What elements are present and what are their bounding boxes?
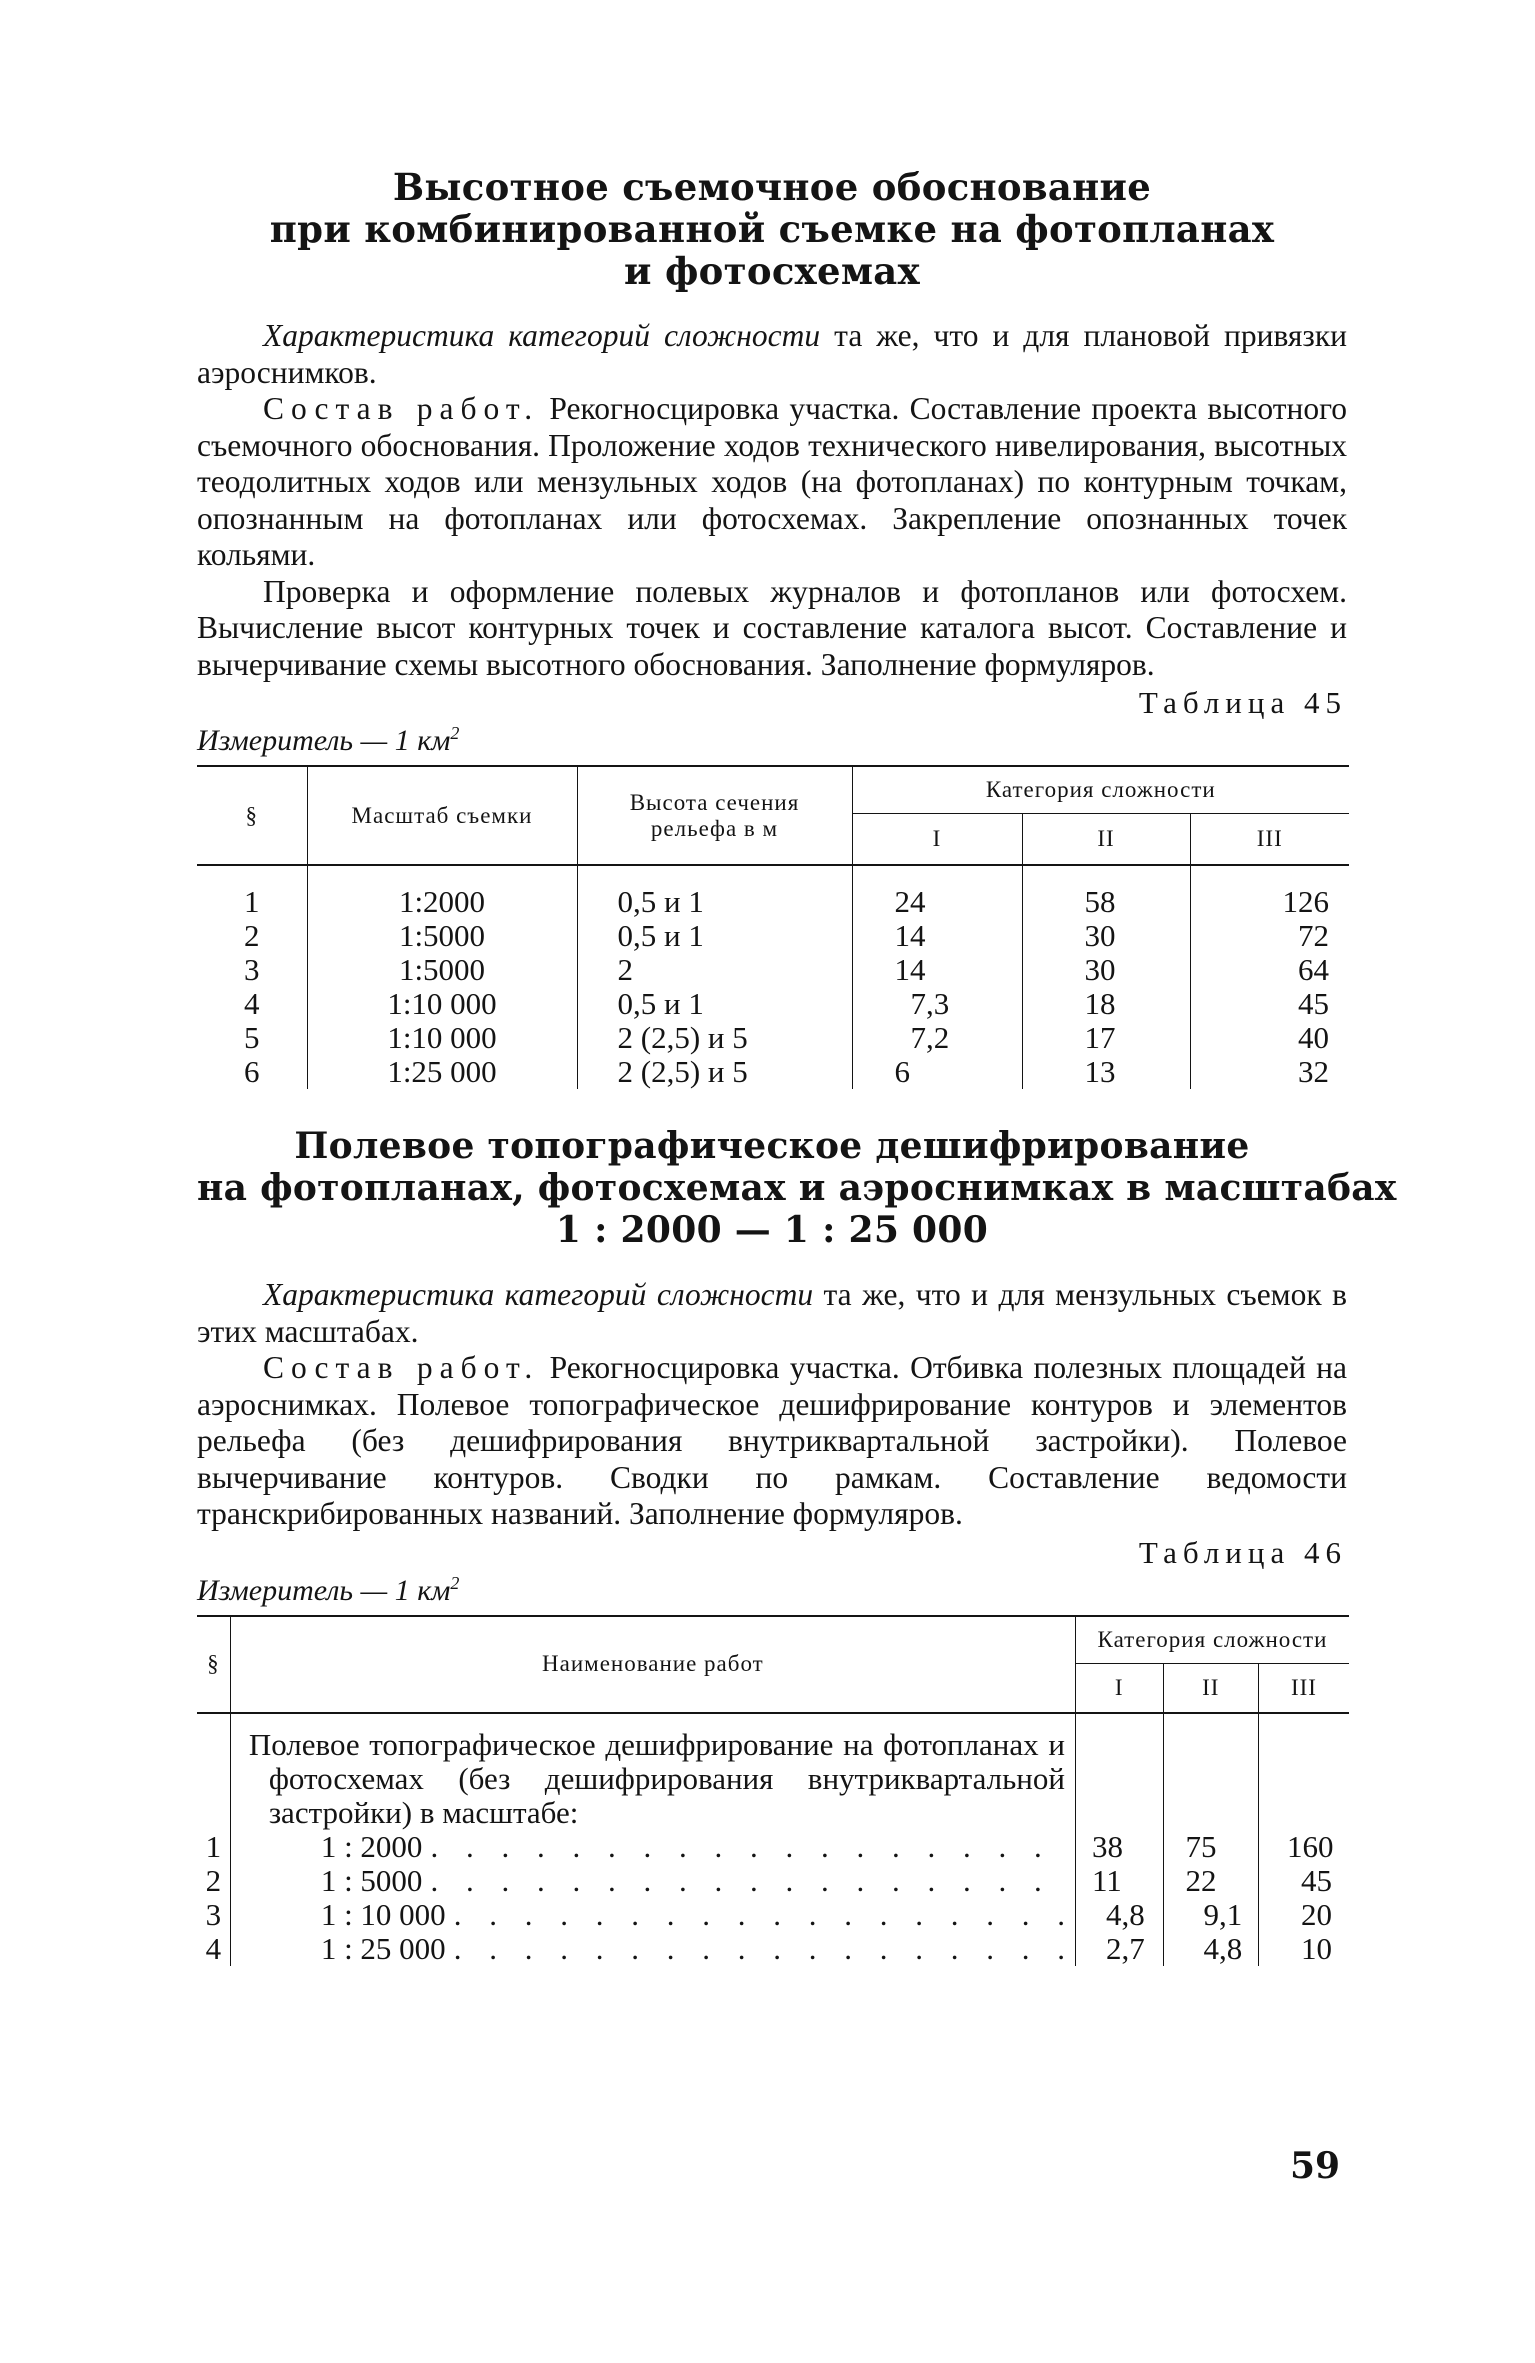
section1-paragraph: Проверка и оформление полевых журналов и фотопланов или фотосхем. Вычисление высот контурных точек и составление каталога высот. Составление и вычерчивание схемы высотного обоснования. Заполнение формуляров.	[197, 573, 1347, 682]
table46-header	[197, 1533, 1347, 1607]
section1-title-line: при комбинированной съемке на фотопланах	[269, 207, 1275, 251]
section2-title-line: на фотопланах, фотосхемах и аэроснимках в масштабах	[197, 1167, 1397, 1209]
col-header-cat-2: II	[1163, 1663, 1258, 1713]
col-header-category: Категория сложности	[1075, 1616, 1349, 1664]
table-row: 6 1:25 000 2 (2,5) и 5 6 13 32	[197, 1055, 1349, 1089]
col-header-scale: Масштаб съемки	[307, 766, 577, 865]
table-row: 2 1 : 5000 . . . . . . . . . . . . . . . . . . 11 22 45	[197, 1864, 1349, 1898]
col-header-section: §	[197, 1616, 230, 1713]
section1-characteristic	[197, 318, 1347, 391]
table-row: 4 1 : 25 000 . . . . . . . . . . . . . . . . . . 2,7 4,8 10	[197, 1932, 1349, 1966]
section1-title-line: и фотосхемах	[624, 249, 920, 293]
table-row: 3 1 : 10 000 . . . . . . . . . . . . . . . . . . 4,8 9,1 20	[197, 1898, 1349, 1932]
page-content	[197, 150, 1397, 1966]
table-row: 5 1:10 000 2 (2,5) и 5 7,2 17 40	[197, 1021, 1349, 1055]
col-header-cat-1: I	[852, 814, 1022, 866]
table-45	[197, 765, 1349, 1089]
col-header-cat-3: III	[1290, 1674, 1317, 1700]
col-header-section: §	[197, 766, 307, 865]
col-header-cat-3: III	[1256, 826, 1283, 851]
section1-title	[197, 166, 1347, 292]
page-number: 59	[1290, 2145, 1341, 2187]
section1-title-line: Высотное съемочное обоснование	[392, 165, 1152, 209]
composition-text: Рекогносцировка участка. Составление проекта высотного съемочного обоснования. Проложение ходов технического нивелирования, высотных теодолитных ходов или мензульных ходов (на фотопланах) по контурным точкам, опознанным на фотопланах или фотосхемах. Закрепление опознанных точек кольями.	[197, 391, 1347, 572]
section2-title-line: 1 : 2000 — 1 : 25 000	[555, 1209, 989, 1251]
characteristic-label: Характеристика категорий сложности	[263, 318, 821, 353]
table45-header	[197, 683, 1347, 757]
measure-unit: Измеритель — 1 $км^2$	[197, 1572, 460, 1607]
table-number: Таблица 46	[1138, 1534, 1347, 1570]
table-46	[197, 1615, 1349, 1966]
table-number: Таблица 45	[1138, 685, 1347, 720]
col-header-category: Категория сложности	[852, 766, 1349, 814]
table-row: 4 1:10 000 0,5 и 1 7,3 18 45	[197, 987, 1349, 1021]
section1-composition	[197, 391, 1347, 574]
table-row: 2 1:5000 0,5 и 1 14 30 72	[197, 919, 1349, 953]
col-header-relief-height: Высота сечения рельефа в м	[577, 766, 852, 865]
composition-label: Состав работ.	[263, 391, 540, 426]
table-row: 1 1 : 2000 . . . . . . . . . . . . . . . . . . 38 75 160	[197, 1830, 1349, 1864]
characteristic-text: та же, что и для плановой привязки аэроснимков.	[197, 318, 1347, 390]
col-header-work-name: Наименование работ	[230, 1616, 1075, 1713]
section2-composition	[197, 1350, 1347, 1533]
col-header-cat-1: I	[1075, 1663, 1163, 1713]
section2-title-line: Полевое топографическое дешифрирование	[294, 1125, 1250, 1167]
section2-characteristic	[197, 1277, 1347, 1350]
composition-text: Рекогносцировка участка. Отбивка полезных площадей на аэроснимках. Полевое топографическое дешифрирование контуров и элементов рельефа (без дешифрирования внутриквартальной застройки). Полевое вычерчивание контуров. Сводки по рамкам. Составление ведомости транскрибированных названий. Заполнение формуляров.	[197, 1350, 1347, 1531]
measure-unit: Измеритель — 1 $км^2$	[197, 723, 460, 757]
section2-title	[197, 1125, 1397, 1251]
table-row: 1 1:2000 0,5 и 1 24 58 126	[197, 885, 1349, 919]
composition-label: Состав работ.	[263, 1350, 540, 1385]
characteristic-label: Характеристика категорий сложности	[263, 1277, 814, 1312]
col-header-cat-2: II	[1022, 814, 1190, 866]
table-group-row	[197, 1713, 1349, 1830]
group-description: Полевое топографическое дешифрирование на фотопланах и фотосхемах (без дешифрирования внутриквартальной застройки) в масштабе:	[248, 1726, 1065, 1830]
characteristic-text: та же, что и для мензульных съемок в этих масштабах.	[197, 1277, 1347, 1349]
table-row: 3 1:5000 2 14 30 64	[197, 953, 1349, 987]
